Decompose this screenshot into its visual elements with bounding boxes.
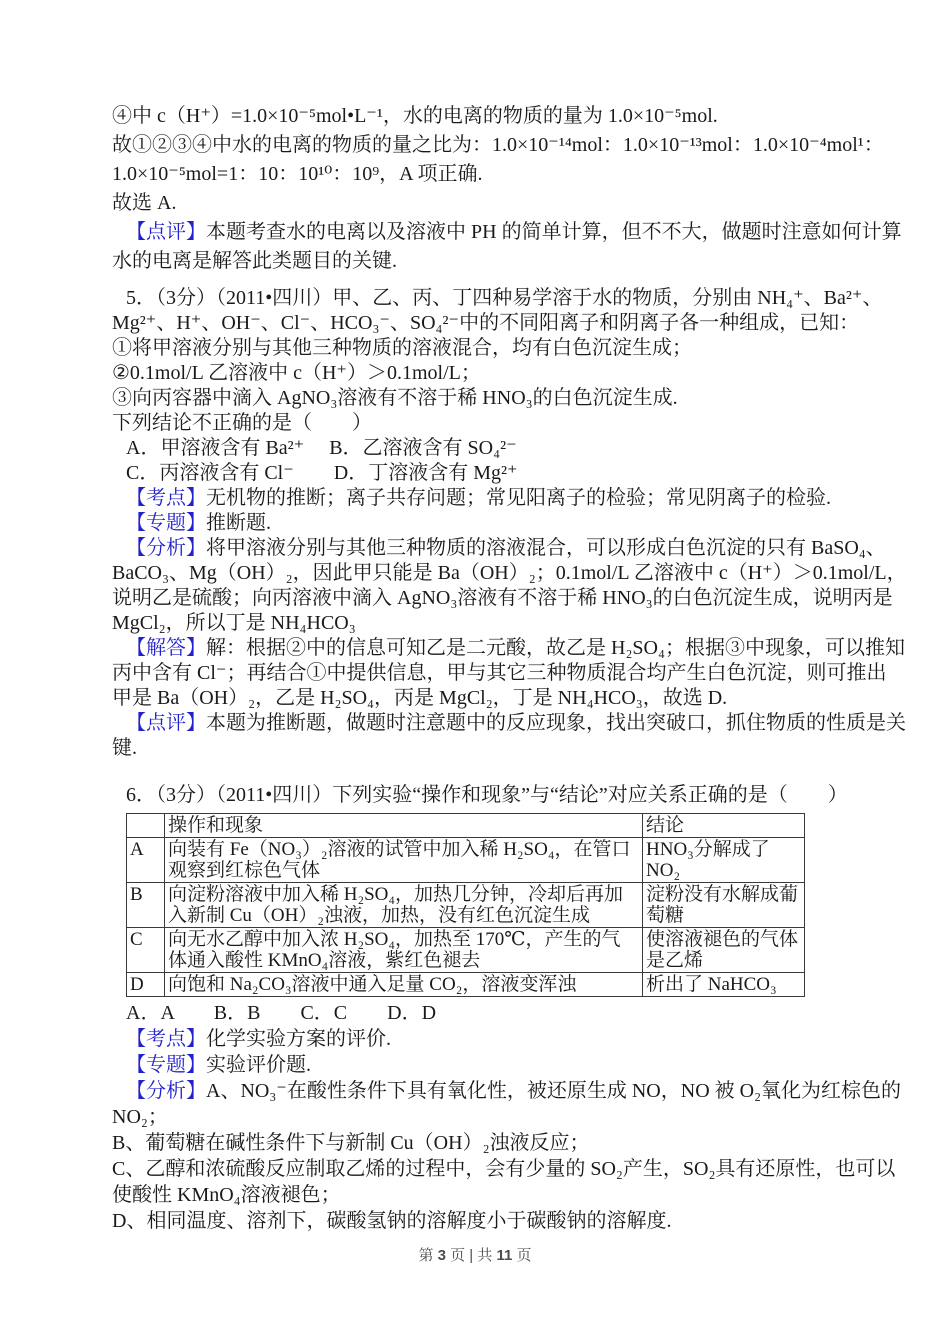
question-number-line bbox=[112, 286, 883, 311]
text-line bbox=[112, 102, 852, 131]
question-6-answer-section bbox=[112, 1000, 902, 1234]
text-line bbox=[112, 561, 907, 586]
text-line bbox=[112, 511, 852, 536]
text-line bbox=[112, 536, 886, 561]
line-text: 水的电离是解答此类题目的关键. bbox=[112, 250, 397, 272]
text-line bbox=[112, 1208, 852, 1234]
line-text: B、葡萄糖在碱性条件下与新制 Cu（OH）₂浊液反应； bbox=[112, 1132, 590, 1154]
operation-cell: 向淀粉溶液中加入稀 H₂SO₄，加热几分钟，冷却后再加入新制 Cu（OH）₂浊液，加热，没有红色沉淀生成 bbox=[165, 883, 643, 928]
row-key-cell: C bbox=[127, 928, 165, 973]
footer-mid: 页 | 共 bbox=[445, 1247, 497, 1264]
line-text: ②0.1mol/L 乙溶液中 c（H⁺）＞0.1mol/L； bbox=[112, 362, 481, 384]
footer-prefix: 第 bbox=[418, 1247, 438, 1264]
text-line bbox=[112, 1026, 852, 1052]
table-row bbox=[127, 973, 805, 997]
operation-cell: 向无水乙醇中加入浓 H₂SO₄，加热至 170℃，产生的气体通入酸性 KMnO₄溶液，紫红色褪去 bbox=[165, 928, 643, 973]
section-label: 【点评】 bbox=[126, 712, 206, 734]
line-text: 本题考查水的电离以及溶液中 PH 的简单计算，但不不大，做题时注意如何计算 bbox=[206, 221, 902, 243]
line-text: A．A B．B C．C D．D bbox=[126, 1002, 437, 1024]
line-text: Mg²⁺、H⁺、OH⁻、Cl⁻、HCO₃⁻、SO₄²⁻中的不同阳离子和阴离子各一种组成，已知： bbox=[112, 312, 860, 334]
line-text: D、相同温度、溶剂下，碳酸氢钠的溶解度小于碳酸钠的溶解度. bbox=[112, 1210, 672, 1232]
line-text: 5．（3分）（2011•四川）甲、乙、丙、丁四种易学溶于水的物质，分别由 NH₄⁺、Ba²⁺、 bbox=[126, 287, 883, 309]
line-text: 1.0×10⁻⁵mol=1：10：10¹⁰：10⁹，A 项正确. bbox=[112, 163, 483, 185]
text-line bbox=[112, 247, 852, 276]
question-5-section bbox=[112, 286, 907, 761]
conclusion-cell: HNO₃分解成了 NO₂ bbox=[643, 838, 805, 883]
total-pages: 11 bbox=[496, 1247, 513, 1264]
page-footer bbox=[0, 1244, 950, 1265]
operation-cell: 向饱和 Na₂CO₃溶液中通入足量 CO₂，溶液变浑浊 bbox=[165, 973, 643, 997]
experiment-table bbox=[126, 813, 805, 997]
text-line bbox=[112, 411, 852, 436]
document-content bbox=[112, 102, 907, 1234]
line-text: NO₂； bbox=[112, 1106, 168, 1128]
question-number-line bbox=[112, 782, 852, 808]
line-text: 化学实验方案的评价. bbox=[206, 1028, 391, 1050]
line-text: 解：根据②中的信息可知乙是二元酸，故乙是 H₂SO₄；根据③中现象，可以推知 bbox=[206, 637, 905, 659]
text-line bbox=[112, 711, 906, 736]
section-label: 【点评】 bbox=[126, 221, 206, 243]
line-text: 下列结论不正确的是（ ） bbox=[112, 412, 372, 434]
line-text: 故①②③④中水的电离的物质的量之比为：1.0×10⁻¹⁴mol：1.0×10⁻¹³mol：1.0×10⁻⁴mol¹： bbox=[112, 134, 884, 156]
line-text: C．丙溶液含有 Cl⁻ D．丁溶液含有 Mg²⁺ bbox=[126, 462, 518, 484]
line-text: ①将甲溶液分别与其他三种物质的溶液混合，均有白色沉淀生成； bbox=[112, 337, 692, 359]
footer-suffix: 页 bbox=[512, 1247, 532, 1264]
line-text: 实验评价题. bbox=[206, 1054, 311, 1076]
line-text: 6．（3分）（2011•四川）下列实验“操作和现象”与“结论”对应关系正确的是（ ） bbox=[126, 784, 848, 806]
row-key-cell: D bbox=[127, 973, 165, 997]
option-line bbox=[112, 461, 852, 486]
line-text: 键. bbox=[112, 737, 137, 759]
option-line bbox=[112, 436, 852, 461]
row-key-cell: B bbox=[127, 883, 165, 928]
text-line bbox=[112, 311, 860, 336]
text-line bbox=[112, 131, 884, 160]
table-row bbox=[127, 928, 805, 973]
line-text: 使酸性 KMnO₄溶液褪色； bbox=[112, 1184, 341, 1206]
section-label: 【专题】 bbox=[126, 512, 206, 534]
text-line bbox=[112, 1182, 852, 1208]
text-line bbox=[112, 189, 852, 218]
text-line bbox=[112, 1104, 852, 1130]
text-line bbox=[112, 736, 852, 761]
line-text: 推断题. bbox=[206, 512, 271, 534]
line-text: 将甲溶液分别与其他三种物质的溶液混合，可以形成白色沉淀的只有 BaSO₄、 bbox=[206, 537, 886, 559]
text-line bbox=[112, 160, 852, 189]
operation-cell: 向装有 Fe（NO₃）₂溶液的试管中加入稀 H₂SO₄，在管口观察到红棕色气体 bbox=[165, 838, 643, 883]
line-text: 丙中含有 Cl⁻；再结合①中提供信息，甲与其它三种物质混合均产生白色沉淀，则可推出 bbox=[112, 662, 887, 684]
text-line bbox=[112, 586, 893, 611]
text-line bbox=[112, 661, 887, 686]
line-text: C、乙醇和浓硫酸反应制取乙烯的过程中，会有少量的 SO₂产生，SO₂具有还原性，也可以 bbox=[112, 1158, 896, 1180]
section-label: 【分析】 bbox=[126, 1080, 206, 1102]
line-text: 说明乙是硫酸；向丙溶液中滴入 AgNO₃溶液有不溶于稀 HNO₃的白色沉淀生成，说明丙是 bbox=[112, 587, 893, 609]
text-line bbox=[112, 611, 852, 636]
conclusion-cell: 析出了 NaHCO₃ bbox=[643, 973, 805, 997]
conclusion-cell: 使溶液褪色的气体是乙烯 bbox=[643, 928, 805, 973]
text-line bbox=[112, 218, 902, 247]
text-line bbox=[112, 1052, 852, 1078]
line-text: ④中 c（H⁺）=1.0×10⁻⁵mol•L⁻¹，水的电离的物质的量为 1.0×10⁻⁵mol. bbox=[112, 105, 718, 127]
table-header-row bbox=[127, 814, 805, 838]
line-text: 故选 A. bbox=[112, 192, 177, 214]
line-text: MgCl₂，所以丁是 NH₄HCO₃ bbox=[112, 612, 356, 634]
line-text: 本题为推断题，做题时注意题中的反应现象，找出突破口，抓住物质的性质是关 bbox=[206, 712, 906, 734]
line-text: 甲是 Ba（OH）₂，乙是 H₂SO₄，丙是 MgCl₂，丁是 NH₄HCO₃，故选 D. bbox=[112, 687, 728, 709]
section-label: 【分析】 bbox=[126, 537, 206, 559]
question-4-answer-section bbox=[112, 102, 902, 276]
section-label: 【解答】 bbox=[126, 637, 206, 659]
text-line bbox=[112, 636, 905, 661]
text-line bbox=[112, 1130, 852, 1156]
table-row bbox=[127, 883, 805, 928]
text-line bbox=[112, 686, 852, 711]
line-text: ③向丙容器中滴入 AgNO₃溶液有不溶于稀 HNO₃的白色沉淀生成. bbox=[112, 387, 678, 409]
text-line bbox=[112, 336, 852, 361]
line-text: 无机物的推断；离子共存问题；常见阳离子的检验；常见阴离子的检验. bbox=[206, 487, 831, 509]
text-line bbox=[112, 361, 852, 386]
section-label: 【考点】 bbox=[126, 1028, 206, 1050]
section-label: 【考点】 bbox=[126, 487, 206, 509]
text-line bbox=[112, 1156, 896, 1182]
header-conclusion-cell: 结论 bbox=[643, 814, 805, 838]
row-key-cell: A bbox=[127, 838, 165, 883]
header-key-cell bbox=[127, 814, 165, 838]
page-number: 3 bbox=[437, 1247, 446, 1264]
text-line bbox=[112, 486, 852, 511]
section-label: 【专题】 bbox=[126, 1054, 206, 1076]
header-operation-cell: 操作和现象 bbox=[165, 814, 643, 838]
conclusion-cell: 淀粉没有水解成葡萄糖 bbox=[643, 883, 805, 928]
option-line bbox=[112, 1000, 852, 1026]
line-text: BaCO₃、Mg（OH）₂，因此甲只能是 Ba（OH）₂；0.1mol/L 乙溶液中 c（H⁺）＞0.1mol/L， bbox=[112, 562, 907, 584]
text-line bbox=[112, 386, 852, 411]
text-line bbox=[112, 1078, 902, 1104]
table-row bbox=[127, 838, 805, 883]
line-text: A、NO₃⁻在酸性条件下具有氧化性，被还原生成 NO，NO 被 O₂氧化为红棕色的 bbox=[206, 1080, 902, 1102]
line-text: A．甲溶液含有 Ba²⁺ B．乙溶液含有 SO₄²⁻ bbox=[126, 437, 517, 459]
